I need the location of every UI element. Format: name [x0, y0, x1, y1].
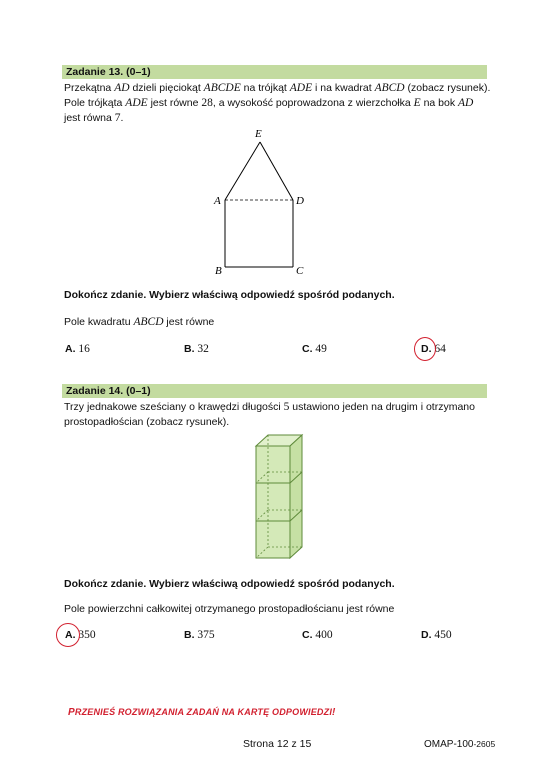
- text: .: [120, 112, 124, 124]
- cuboid-side-face: [290, 435, 302, 558]
- math: ABCDE: [203, 82, 241, 94]
- math: E: [413, 97, 421, 109]
- task14-option-c[interactable]: [302, 629, 333, 641]
- label-c: C: [296, 265, 304, 277]
- text: , a wysokość poprowadzona z wierzchołka: [212, 97, 414, 109]
- task13-option-c[interactable]: [302, 343, 327, 355]
- text: na trójkąt: [240, 82, 290, 94]
- task13-option-b[interactable]: [184, 343, 209, 355]
- text: !: [332, 707, 336, 718]
- text: Pole kwadratu: [64, 316, 134, 328]
- task13-line2: [64, 96, 473, 111]
- task14-option-b[interactable]: [184, 629, 215, 641]
- option-letter: D.: [421, 343, 432, 355]
- text: OMAP-: [424, 739, 457, 750]
- task14-option-d[interactable]: [421, 629, 452, 641]
- text: (zobacz rysunek).: [404, 82, 491, 94]
- option-value: 400: [315, 629, 333, 641]
- option-value: 375: [197, 629, 215, 641]
- cuboid-figure: [250, 432, 310, 564]
- task14-prompt: Pole powierzchni całkowitej otrzymanego prostopadłościanu jest równe: [64, 603, 395, 615]
- text: i na kwadrat: [312, 82, 375, 94]
- option-letter: C.: [302, 343, 313, 355]
- number: 5: [283, 401, 290, 413]
- number: 28: [201, 97, 213, 109]
- math: AD: [114, 82, 130, 94]
- text: jest równa: [64, 112, 115, 124]
- text: Przekątna: [64, 82, 115, 94]
- task13-line3: [64, 111, 123, 126]
- option-letter: D.: [421, 629, 432, 641]
- task14-header-bar: [62, 384, 487, 398]
- task14-header: Zadanie 14. (0–1): [66, 385, 151, 397]
- math: ADE: [289, 82, 313, 94]
- task13-header: Zadanie 13. (0–1): [66, 66, 151, 78]
- text: na bok: [420, 97, 459, 109]
- option-value: 350: [78, 629, 96, 641]
- task13-prompt: [64, 315, 214, 330]
- option-letter: B.: [184, 343, 195, 355]
- task14-instruction: Dokończ zdanie. Wybierz właściwą odpowiedź spośród podanych.: [64, 578, 395, 590]
- option-value: 64: [434, 343, 446, 355]
- text: Trzy jednakowe sześciany o krawędzi długości: [64, 401, 284, 413]
- label-d: D: [296, 195, 304, 207]
- text: ustawiono jeden na drugim i otrzymano: [289, 401, 475, 413]
- number: 7: [114, 112, 121, 124]
- task13-option-a[interactable]: [65, 343, 90, 355]
- selected-answer-circle: [414, 337, 436, 361]
- math: ABCD: [133, 316, 164, 328]
- transfer-answers-warning: [68, 707, 336, 718]
- text: jest równe: [163, 316, 215, 328]
- option-value: 49: [315, 343, 327, 355]
- exam-code: [424, 739, 495, 750]
- label-e: E: [255, 128, 262, 140]
- option-value: 450: [434, 629, 452, 641]
- page-number: Strona 12 z 15: [243, 738, 312, 750]
- cuboid-front-face: [256, 446, 290, 558]
- text: dzieli pięciokąt: [129, 82, 204, 94]
- text: P: [68, 707, 75, 718]
- label-b: B: [215, 265, 222, 277]
- edge-ed: [260, 142, 293, 200]
- option-value: 32: [197, 343, 209, 355]
- text: jest równe: [147, 97, 202, 109]
- math: ADE: [125, 97, 148, 109]
- option-letter: B.: [184, 629, 195, 641]
- text: 100: [456, 739, 474, 750]
- option-value: 16: [78, 343, 90, 355]
- label-a: A: [214, 195, 221, 207]
- pentagon-figure: [205, 125, 320, 280]
- option-letter: A.: [65, 343, 76, 355]
- text: RZENIEŚ ROZWIĄZANIA ZADAŃ NA KARTĘ ODPOWIEDZI: [74, 707, 333, 717]
- selected-answer-circle: [56, 623, 80, 647]
- option-letter: A.: [65, 629, 76, 641]
- text: Pole trójkąta: [64, 97, 126, 109]
- option-letter: C.: [302, 629, 313, 641]
- math: ABCD: [374, 82, 405, 94]
- edge-ae: [225, 142, 260, 200]
- math: AD: [458, 97, 474, 109]
- task13-instruction: Dokończ zdanie. Wybierz właściwą odpowiedź spośród podanych.: [64, 289, 395, 301]
- task13-header-bar: [62, 65, 487, 79]
- text: -2605: [473, 739, 496, 749]
- task14-line1: [64, 400, 475, 415]
- task13-line1: [64, 81, 490, 96]
- task14-line2: prostopadłościan (zobacz rysunek).: [64, 416, 230, 428]
